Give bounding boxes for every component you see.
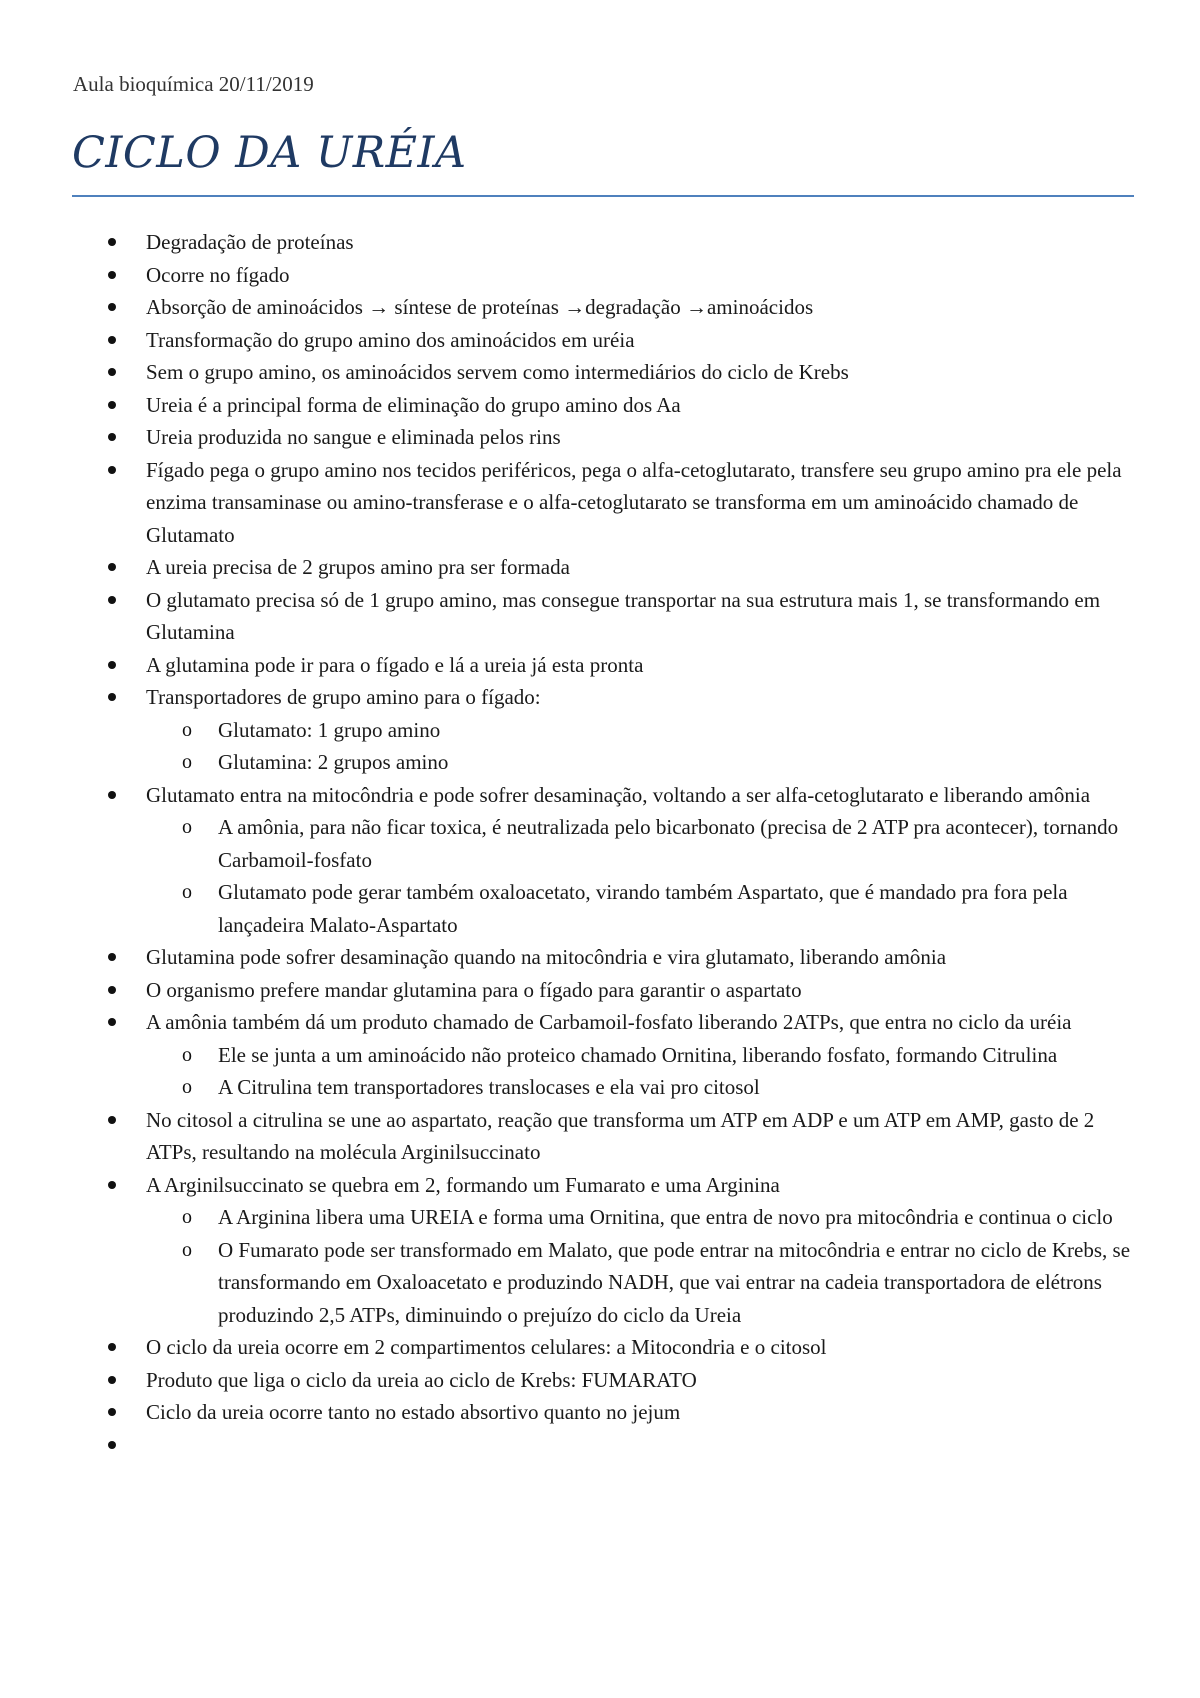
list-item-text: Fígado pega o grupo amino nos tecidos periféricos, pega o alfa-cetoglutarato, transfere seu grupo amino pra ele pela enzima transaminase ou amino-transferase e o alfa-cetoglutarato se transforma em um aminoácido chamado de Glutamato [146, 457, 1122, 547]
list-item-text: Sem o grupo amino, os aminoácidos servem como intermediários do ciclo de Krebs [146, 360, 849, 384]
title-underline [72, 195, 1134, 197]
list-item-text: Transportadores de grupo amino para o fígado: [146, 685, 541, 709]
sub-list-item: o A Citrulina tem transportadores translocases e ela vai pro citosol [218, 1071, 1134, 1104]
list-item [0, 941, 1200, 974]
list-item-text: O glutamato precisa só de 1 grupo amino, mas consegue transportar na sua estrutura mais 1, se transformando em Glutamina [146, 587, 1101, 644]
list-item-text: Transformação do grupo amino dos aminoácidos em uréia [146, 327, 635, 352]
sub-list-item: o Glutamato: 1 grupo amino [218, 714, 1134, 747]
list-item-text: Ureia é a principal forma de eliminação do grupo amino dos Aa [146, 392, 681, 417]
list-item-text: Degradação de proteínas [146, 230, 354, 254]
list-item [0, 291, 1200, 324]
list-item [0, 1364, 1200, 1397]
list-item [0, 1006, 1200, 1104]
list-item-text: Glutamato entra na mitocôndria e pode sofrer desaminação, voltando a ser alfa-cetoglutarato e liberando amônia [146, 782, 1091, 807]
list-item [0, 1331, 1200, 1364]
sub-list [146, 714, 1134, 779]
sub-list [146, 1039, 1134, 1104]
list-item [0, 389, 1200, 422]
sub-list [146, 1201, 1134, 1331]
list-item [0, 421, 1200, 454]
list-item-text: Ocorre no fígado [146, 262, 290, 287]
list-item [0, 584, 1200, 649]
bullet-list [0, 226, 1200, 1429]
sub-list-item: o A amônia, para não ficar toxica, é neutralizada pelo bicarbonato (precisa de 2 ATP pra acontecer), tornando Carbamoil-fosfato [218, 811, 1134, 876]
list-item-text: No citosol a citrulina se une ao aspartato, reação que transforma um ATP em ADP e um ATP em AMP, gasto de 2 ATPs, resultando na molécula Arginilsuccinato [146, 1107, 1095, 1164]
sub-list [146, 811, 1134, 941]
list-item [0, 1396, 1200, 1429]
list-item-text: O organismo prefere mandar glutamina para o fígado para garantir o aspartato [146, 977, 802, 1002]
sub-list-item: o O Fumarato pode ser transformado em Malato, que pode entrar na mitocôndria e entrar no ciclo de Krebs, se transformando em Oxaloacetato e produzindo NADH, que vai entrar na cadeia transportadora de elétrons produzindo 2,5 ATPs, diminuindo o prejuízo do ciclo da Ureia [218, 1234, 1134, 1332]
list-item-text: A amônia também dá um produto chamado de Carbamoil-fosfato liberando 2ATPs, que entra no ciclo da uréia [146, 1010, 1072, 1034]
sub-list-item: o Glutamato pode gerar também oxaloacetato, virando também Aspartato, que é mandado pra fora pela lançadeira Malato-Aspartato [218, 876, 1134, 941]
list-item [0, 649, 1200, 682]
list-item-text: Glutamina pode sofrer desaminação quando na mitocôndria e vira glutamato, liberando amônia [146, 945, 947, 969]
list-item-text: Ciclo da ureia ocorre tanto no estado absortivo quanto no jejum [146, 1400, 681, 1424]
list-item [0, 259, 1200, 292]
list-item-text: A ureia precisa de 2 grupos amino pra ser formada [146, 555, 570, 579]
list-item [0, 1104, 1200, 1169]
list-item [0, 974, 1200, 1007]
list-item [0, 551, 1200, 584]
list-item-text: Ureia produzida no sangue e eliminada pelos rins [146, 425, 561, 449]
list-item-text: Absorção de aminoácidos → síntese de proteínas →degradação →aminoácidos [146, 295, 814, 319]
list-item-text: Produto que liga o ciclo da ureia ao ciclo de Krebs: FUMARATO [146, 1367, 697, 1392]
list-item-text: A glutamina pode ir para o fígado e lá a ureia já esta pronta [146, 652, 644, 677]
list-item [0, 324, 1200, 357]
list-item [0, 1169, 1200, 1332]
list-item-text: O ciclo da ureia ocorre em 2 compartimentos celulares: a Mitocondria e o citosol [146, 1335, 827, 1359]
list-item [0, 779, 1200, 942]
list-item [0, 681, 1200, 779]
page-title: CICLO DA URÉIA [72, 128, 467, 178]
sub-list-item: o Glutamina: 2 grupos amino [218, 746, 1134, 779]
lecture-date-line: Aula bioquímica 20/11/2019 [73, 72, 314, 96]
list-item [0, 226, 1200, 259]
list-item [0, 454, 1200, 552]
sub-list-item: o Ele se junta a um aminoácido não proteico chamado Ornitina, liberando fosfato, formando Citrulina [218, 1039, 1134, 1072]
sub-list-item: o A Arginina libera uma UREIA e forma uma Ornitina, que entra de novo pra mitocôndria e continua o ciclo [218, 1201, 1134, 1234]
list-item-text: A Arginilsuccinato se quebra em 2, formando um Fumarato e uma Arginina [146, 1172, 780, 1197]
list-item [0, 356, 1200, 389]
